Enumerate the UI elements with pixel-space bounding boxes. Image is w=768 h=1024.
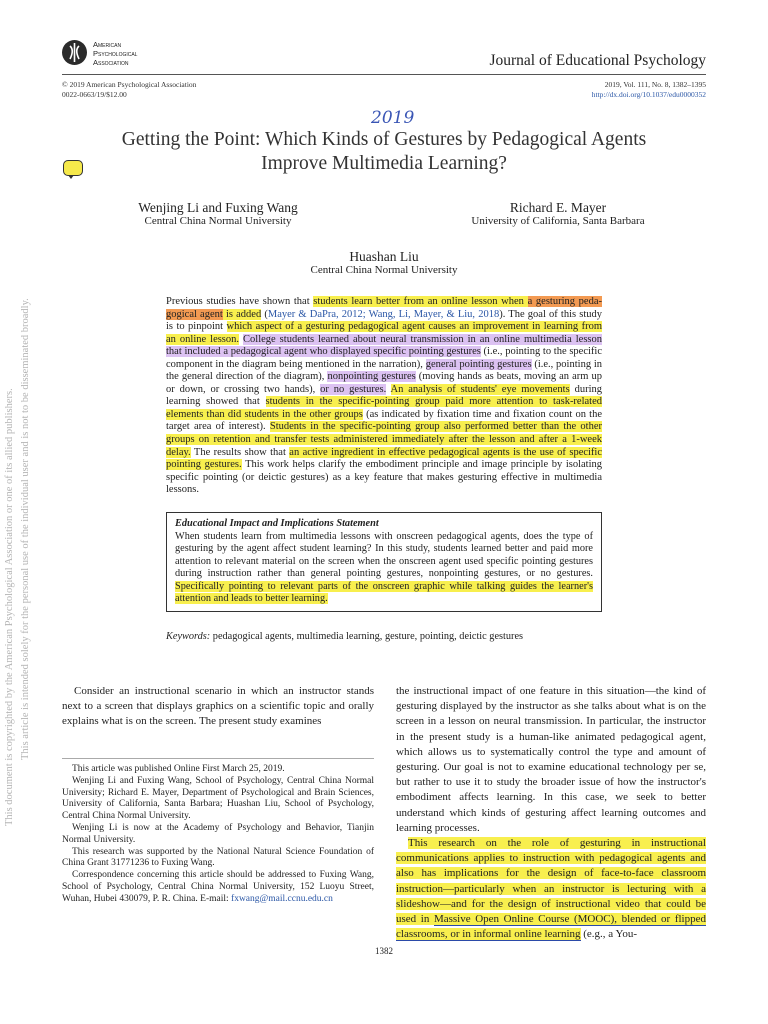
highlight-yellow: Students in the specific-pointing group also performed better than the other groups on retention and transfer tests administered immediately after the lesson and after a 1-week delay.: [166, 421, 602, 458]
highlight-underlined: Massive Open Online Course (MOOC), blended or flipped classrooms, or in informal online learning: [396, 913, 706, 941]
highlight-purple: College students learned about neural transmission in an online multimedia lesson that included a pedagogical agent who displayed specific pointing gestures: [166, 333, 603, 358]
page-number: 1382: [375, 946, 393, 956]
highlight-yellow: An analysis of students' eye movements: [390, 383, 570, 395]
highlight-orange: a gesturing peda-gogical agent: [166, 296, 602, 320]
copyright-notice-line1: This document is copyrighted by the American Psychological Association or one of its allied publishers.: [4, 388, 15, 826]
highlight-yellow: This research on the role of gesturing in instructional communications applies to instruction with pedagogical agents and also has implications for the design of face-to-face classroom instruction—particularly when an instructor is lecturing with a slideshow—and for the design of instructional video that could be used in: [396, 837, 706, 926]
handwritten-year-annotation: 2019: [371, 108, 415, 128]
doi-link[interactable]: http://dx.doi.org/10.1037/edu0000352: [591, 89, 706, 99]
keywords: Keywords: pedagogical agents, multimedia learning, gesture, pointing, deictic gestures: [166, 631, 524, 642]
body-right-paragraph-1: the instructional impact of one feature in this situation—the kind of gesturing displayed by the instructor as she talks about what is on the screen in a lesson on neural transmission. In particular, the instructor in the present study is a human-like animated pedagogical agent, which allows us to systematically control the type and amount of gesturing. Our goal is not to examine educational technology per se, but rather to use it to study the broader issue of how the instructor's embodiment affects learning. In this case, we seek to better understand which kinds of gesturing affect learning outcomes and learning processes.: [396, 685, 706, 834]
author-block-2: Richard E. Mayer University of California, Santa Barbara: [471, 200, 645, 227]
apa-logo-icon: [62, 40, 87, 65]
citation-meta: 2019, Vol. 111, No. 8, 1382–1395 http://dx.doi.org/10.1037/edu0000352: [591, 80, 706, 99]
highlight-yellow: students learn better from an online lesson when: [313, 296, 528, 307]
article-title: Getting the Point: Which Kinds of Gestures by Pedagogical Agents Improve Multimedia Learning?: [121, 129, 647, 174]
body-left-paragraph: Consider an instructional scenario in which an instructor stands next to a screen that displays graphics on a scientific topic and orally explains what is on the screen. The present study examines: [62, 685, 374, 728]
abstract: Previous studies have shown that students learn better from an online lesson when a gesturing peda-gogical agent is added (Mayer & DaPra, 2012; Wang, Li, Mayer, & Liu, 2018). The goal of this study is to pinpoint which aspect of a gesturing pedagogical agent causes an improvement in learning from an online lesson. College students learned about neural transmission in an online multimedia lesson that included a pedagogical agent who displayed specific pointing gestures (i.e., pointing to the specific component in the diagram being mentioned in the narration), general pointing gestures (i.e., pointing in the general direction of the diagram), nonpointing gestures (moving hands as beats, moving an arm up or down, or crossing two hands), or no gestures. An analysis of students' eye movements during learning showed that students in the specific-pointing group paid more attention to task-related elements than did students in the other groups (as indicated by fixation time and fixation count on the target area of interest). Students in the specific-pointing group also performed better than the other groups on retention and transfer tests administered immediately after the lesson and after a 1-week delay. The results show that an active ingredient in effective pedagogical agents is the use of specific pointing gestures. This work helps clarify the embodiment principle and image principle by isolating specific pointing (or deictic gestures) as a key feature that makes gesturing effective in multimedia lessons.: [166, 296, 603, 496]
footnotes: This article was published Online First March 25, 2019. Wenjing Li and Fuxing Wang, School of Psychology, Central China Normal University; Richard E. Mayer, Department of Psychological and Brain Sciences, University of California, Santa Barbara; Huashan Liu, School of Psychology, Central China Normal University. Wenjing Li is now at the Academy of Psychology and Behavior, Tianjin Normal University. This research was supported by the National Natural Science Foundation of China Grant 31771236 to Fuxing Wang. Correspondence concerning this article should be addressed to Fuxing Wang, School of Psychology, Central China Normal University, 152 Luoyu Street, Wuhan, Hubei 430079, P. R. China. E-mail: fxwang@mail.ccnu.edu.cn: [62, 764, 374, 904]
highlight-purple: nonpointing gestures: [327, 371, 416, 383]
highlight-yellow: which aspect of a gesturing pedagogical agent causes an improvement in learning from an online lesson.: [166, 321, 602, 345]
highlight-purple: general pointing gestures: [425, 358, 532, 370]
copyright-notice-line2: This article is intended solely for the personal use of the individual user and is not to be disseminated broadly.: [20, 298, 31, 760]
citation-link[interactable]: Mayer & DaPra, 2012; Wang, Li, Mayer, & Liu, 2018: [267, 308, 500, 320]
body-right-paragraph-2: This research on the role of gesturing in instructional communications applies to instruction with pedagogical agents and also has implications for the design of face-to-face classroom instruction—particularly when an instructor is lecturing with a slideshow—and for the design of instructional video that could be used in Massive Open Online Course (MOOC), blended or flipped classrooms, or in informal online learning (e.g., a You-: [396, 837, 706, 941]
impact-heading: Educational Impact and Implications Statement: [175, 518, 379, 529]
copyright-meta: © 2019 American Psychological Association 0022-0663/19/$12.00: [62, 80, 197, 99]
footnote-rule: [62, 758, 374, 759]
author-block-1: Wenjing Li and Fuxing Wang Central China Normal University: [138, 200, 298, 227]
impact-statement-box: Educational Impact and Implications Statement When students learn from multimedia lessons with onscreen pedagogical agents, does the type of gesturing by the agent affect student learning? In this study, students learned better and paid more attention to relevant material on the screen when the onscreen agent used specific pointing gestures during instruction rather than general pointing gestures, nonpointing gestures, or no gestures. Specifically pointing to relevant parts of the onscreen graphic while talking guides the learner's attention and leads to better learning.: [166, 512, 602, 612]
header-rule: [62, 74, 706, 75]
highlight-yellow: an active ingredient in effective pedagogical agents is the use of specific pointing gestures.: [166, 446, 603, 471]
email-link[interactable]: fxwang@mail.ccnu.edu.cn: [231, 893, 333, 904]
publisher-wordmark: American Psychological Association: [93, 40, 138, 67]
highlight-purple: or no gestures.: [320, 383, 387, 395]
author-block-3: Huashan Liu Central China Normal University: [310, 249, 458, 276]
highlight-yellow: Specifically pointing to relevant parts of the onscreen graphic while talking guides the learner's attention and leads to better learning.: [175, 580, 593, 605]
highlight-yellow: is added: [222, 308, 262, 320]
body-right-column: [396, 684, 706, 942]
highlight-yellow: students in the specific-pointing group paid more attention to task-related elements than did students in the other groups: [166, 396, 602, 420]
journal-name: Journal of Educational Psychology: [489, 52, 706, 69]
